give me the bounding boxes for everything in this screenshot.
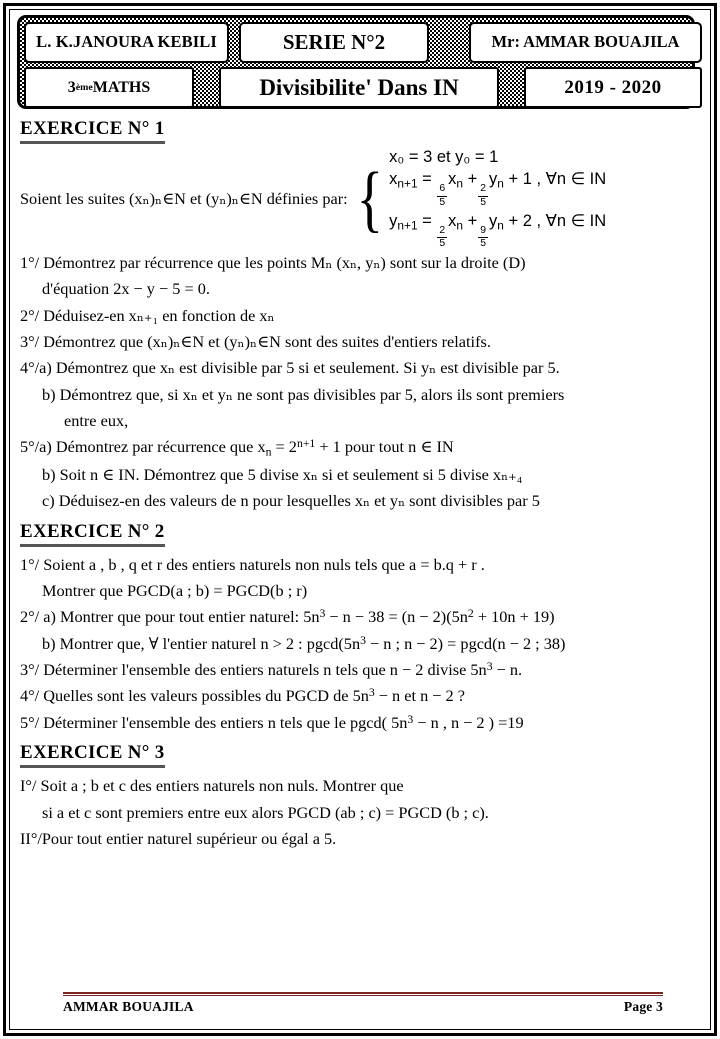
footer-page-number: Page 3 xyxy=(623,999,663,1014)
exercise-1-question-5b: b) Soit n ∈ IN. Démontrez que 5 divise xₙ si et seulement si 5 divise xₙ₊₄ xyxy=(42,464,523,484)
exercise-1-heading-wrap xyxy=(20,118,696,146)
exercise-2-question-1b: Montrer que PGCD(a ; b) = PGCD(b ; r) xyxy=(42,580,308,600)
document-footer xyxy=(63,992,663,1016)
fraction-2-5-b: $\frac{2}{5}$ xyxy=(439,224,446,250)
exercise-3-question-1a: I°/ Soit a ; b et c des entiers naturels non nuls. Montrer que xyxy=(20,776,404,796)
exercise-1-question-4b-cont: entre eux, xyxy=(64,411,129,431)
header-level-ordinal: ème xyxy=(75,81,93,93)
exercise-2-heading: EXERCICE N° 2 xyxy=(20,521,165,547)
header-year-cell: 2019 - 2020 xyxy=(524,67,702,108)
exercise-2-heading-wrap xyxy=(20,521,696,549)
header-school-cell: L. K.JANOURA KEBILI xyxy=(24,22,229,63)
exercise-2-question-2a: 2°/ a) Montrer que pour tout entier naturel: $5n^3 - n - 38 = (n - 2)(5n^2 + 10n + 19)$ xyxy=(20,607,555,627)
header-teacher-cell: Mr: AMMAR BOUAJILA xyxy=(469,22,702,63)
document-header xyxy=(17,15,695,109)
exercise-1-intro: Soient les suites (xₙ)ₙ∈N et (yₙ)ₙ∈N définies par: xyxy=(20,189,348,209)
footer-divider xyxy=(63,992,663,997)
header-row-top xyxy=(24,22,688,63)
exercise-1-heading: EXERCICE N° 1 xyxy=(20,118,165,144)
header-level-cell xyxy=(24,67,194,108)
header-title-cell: Divisibilite' Dans IN xyxy=(219,67,499,108)
exercise-1-system-block: Soient les suites (xₙ)ₙ∈N et (yₙ)ₙ∈N définies par: { x₀ = 3 et y₀ = 1 $x_{n+1}$ = $\frac{6}{5}$ $x_n$ + $\frac{2}{5}$ $y_n + 1$ , ∀n ∈ IN $y_{n+1}$ = $\frac{2}{5}$ $x_n$ + $\frac{9}{5}$ $y_n + 2$ , ∀n ∈ IN xyxy=(20,148,607,250)
header-row-bottom xyxy=(24,67,688,108)
footer-text-row xyxy=(63,999,663,1015)
exercise-1-question-4b: b) Démontrez que, si xₙ et yₙ ne sont pas divisibles par 5, alors ils sont premiers xyxy=(42,384,565,404)
header-level-subject: MATHS xyxy=(92,78,151,96)
fraction-2-5: $\frac{2}{5}$ xyxy=(480,183,487,208)
exercise-2-question-4: 4°/ Quelles sont les valeurs possibles du PGCD de $5n^3 - n$ et n − 2 ? xyxy=(20,686,465,706)
system-equations xyxy=(389,149,606,250)
exercise-1-question-1b: d'équation 2x − y − 5 = 0. xyxy=(42,279,210,299)
header-level-number: 3 xyxy=(67,78,76,96)
exercise-1-question-2: 2°/ Déduisez-en xₙ₊₁ en fonction de xₙ xyxy=(20,305,275,325)
exercise-3-question-1b: si a et c sont premiers entre eux alors PGCD (ab ; c) = PGCD (b ; c). xyxy=(42,802,489,822)
exercise-2-question-1a: 1°/ Soient a , b , q et r des entiers naturels non nuls tels que a = b.q + r . xyxy=(20,554,485,574)
document-body xyxy=(20,118,696,852)
system-equation-row-3: $y_{n+1}$ = $\frac{2}{5}$ $x_n$ + $\frac{9}{5}$ $y_n + 2$ , ∀n ∈ IN xyxy=(389,212,607,250)
exercise-3-question-2: II°/Pour tout entier naturel supérieur ou égal a 5. xyxy=(20,829,337,849)
header-serie-cell: SERIE N°2 xyxy=(239,22,429,63)
exercise-2-question-3: 3°/ Déterminer l'ensemble des entiers naturels n tels que n − 2 divise $5n^3 - n$. xyxy=(20,660,523,680)
fraction-6-5: $\frac{6}{5}$ xyxy=(439,183,446,208)
fraction-9-5: $\frac{9}{5}$ xyxy=(480,224,487,250)
page-frame xyxy=(3,3,717,1036)
exercise-1-question-4a: 4°/a) Démontrez que xₙ est divisible par 5 si et seulement. Si yₙ est divisible par 5. xyxy=(20,358,560,378)
exercise-1-question-5c: c) Déduisez-en des valeurs de n pour lesquelles xₙ et yₙ sont divisibles par 5 xyxy=(42,491,540,511)
exercise-1-question-5a: 5°/a) Démontrez par récurrence que $x_n = 2^{n+1} + 1$ pour tout n ∈ IN xyxy=(20,437,454,459)
system-equation-row-1: x₀ = 3 et y₀ = 1 xyxy=(389,148,499,166)
exercise-1-question-1a: 1°/ Démontrez par récurrence que les points Mₙ (xₙ, yₙ) sont sur la droite (D) xyxy=(20,252,526,272)
exercise-3-heading: EXERCICE N° 3 xyxy=(20,742,165,768)
exercise-2-question-5: 5°/ Déterminer l'ensemble des entiers n tels que le pgcd( $5n^3 - n$ , n − 2 ) =19 xyxy=(20,712,524,732)
system-equation-row-2: $x_{n+1}$ = $\frac{6}{5}$ $x_n$ + $\frac{2}{5}$ $y_n + 1$ , ∀n ∈ IN xyxy=(389,170,607,208)
footer-author: AMMAR BOUAJILA xyxy=(63,999,194,1014)
exercise-2-question-2b: b) Montrer que, ∀ l'entier naturel n > 2 : $pgcd(5n^3 - n$ ; n − 2) = pgcd(n − 2 ; 38) xyxy=(42,633,566,653)
exercise-3-heading-wrap xyxy=(20,742,696,770)
exercise-1-question-3: 3°/ Démontrez que (xₙ)ₙ∈N et (yₙ)ₙ∈N sont des suites d'entiers relatifs. xyxy=(20,331,491,351)
